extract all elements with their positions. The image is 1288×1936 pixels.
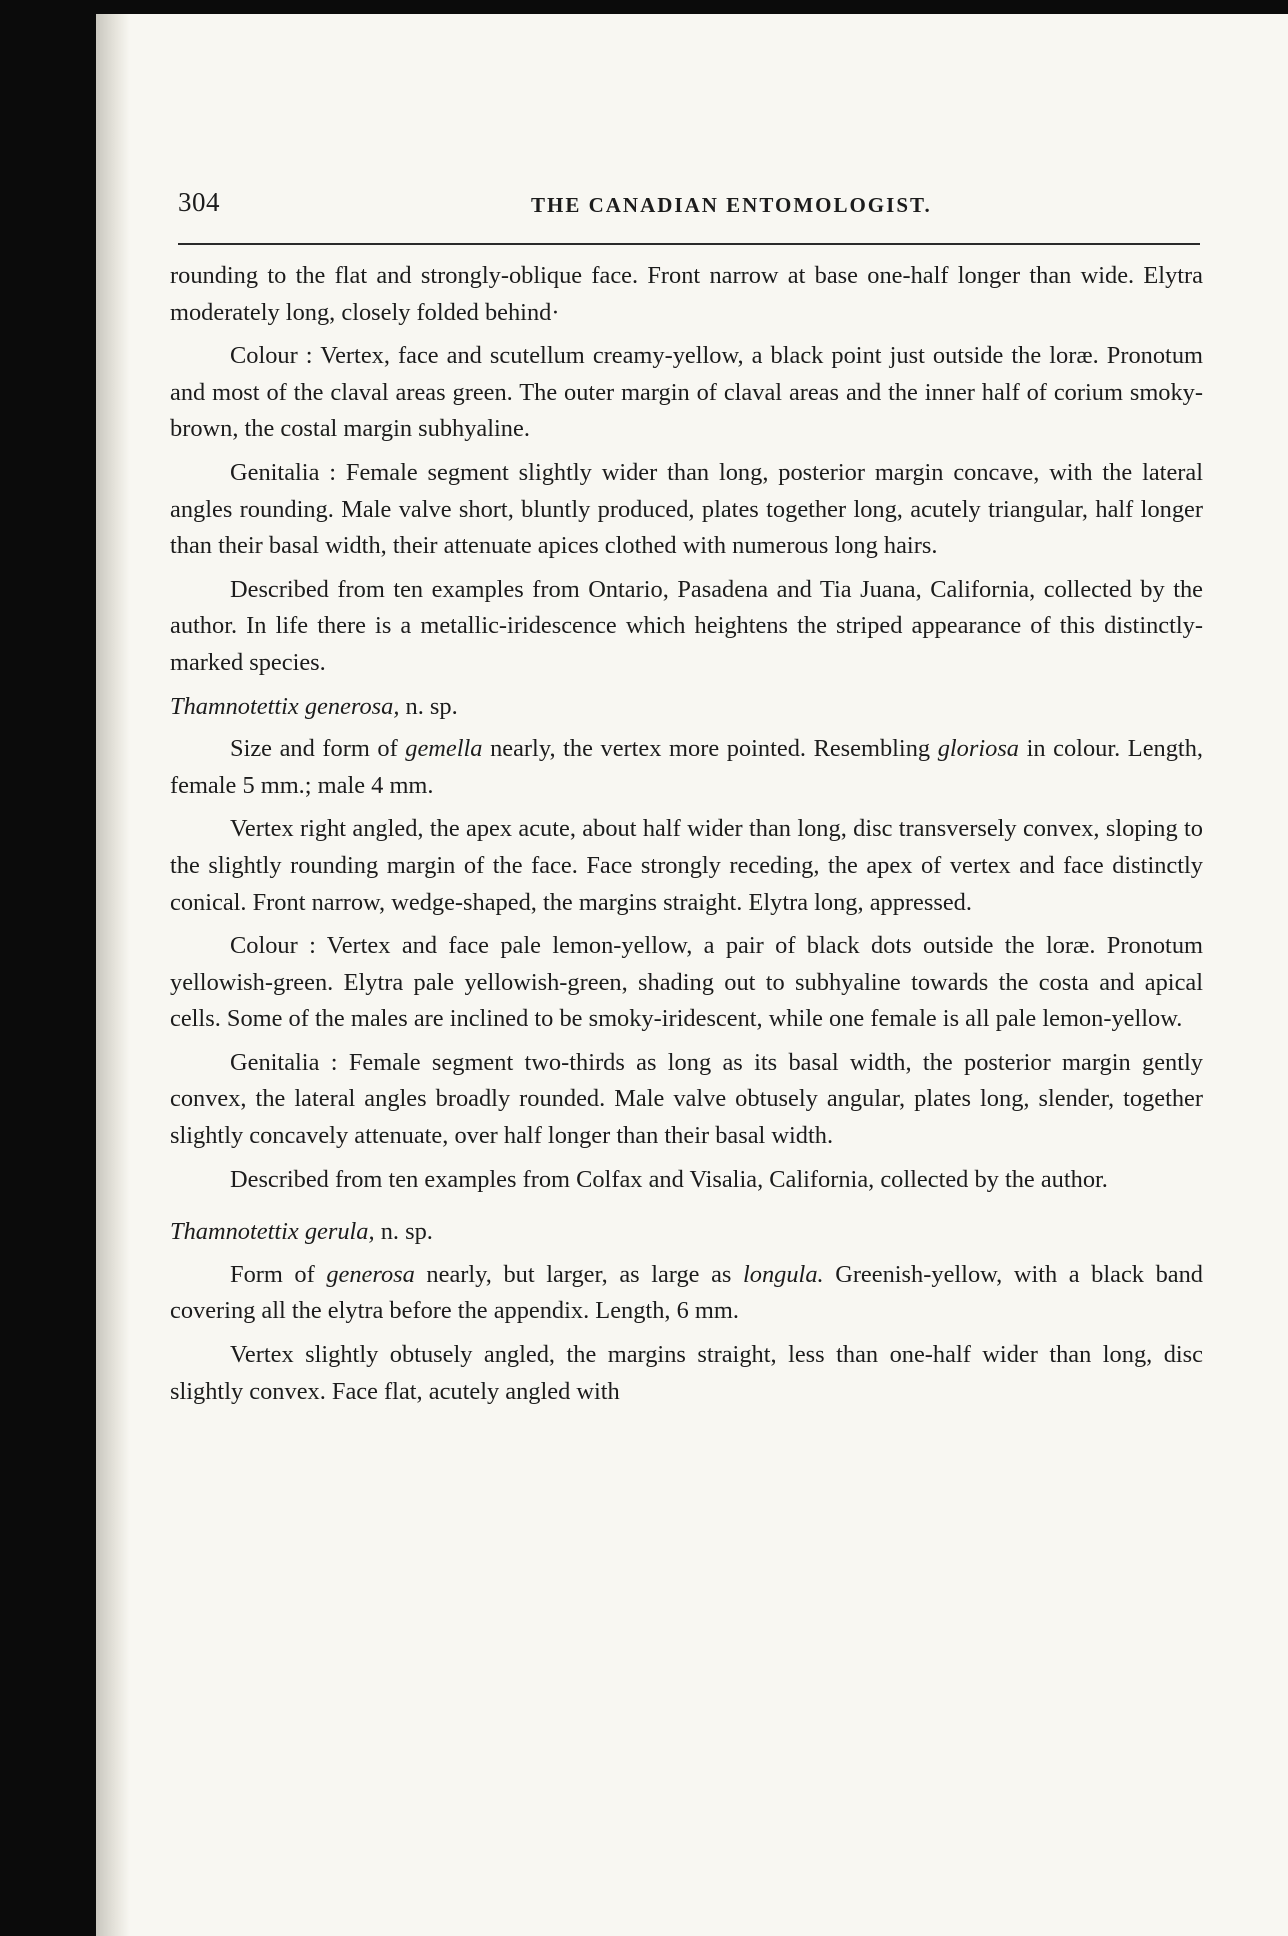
text-run: in colour. Length, female 5 mm.; male 4 mm. [170,735,1203,799]
paragraph: Described from ten examples from Ontario, Pasadena and Tia Juana, California, collected by the author. In life there is a metallic-iridescence which heightens the striped appearance of this distinctly-marked species. [170,575,1203,676]
text-run: Form of [230,1260,327,1288]
paragraph: Colour : Vertex, face and scutellum creamy-yellow, a black point just outside the loræ. Pronotum and most of the claval areas green. The outer margin of claval areas and the inner half of corium smoky-brown, the costal margin subhyaline. [170,342,1203,443]
paragraph [170,731,1203,804]
species-heading [170,689,1203,726]
paragraph [170,1257,1203,1330]
species-ref: gloriosa [937,735,1020,763]
header-rule [178,243,1200,245]
species-heading [170,1214,1203,1251]
page-header [178,175,1200,223]
paragraph: Described from ten examples from Colfax and Visalia, California, collected by the author. [230,1165,1108,1193]
paragraph: Genitalia : Female segment slightly wider than long, posterior margin concave, with the lateral angles rounding. Male valve short, bluntly produced, plates together long, acutely triangular, half longer than their basal width, their attenuate apices clothed with numerous long hairs. [170,458,1203,560]
text-run: Size and form of [230,735,406,763]
body-text [170,258,1203,1417]
species-suffix: n. sp. [374,1218,433,1246]
text-run: nearly, the vertex more pointed. Resembling [482,735,938,763]
species-ref: generosa [326,1260,415,1288]
page-gutter [96,14,130,1936]
paragraph: Vertex slightly obtusely angled, the margins straight, less than one-half wider than long, disc slightly convex. Face flat, acutely angled with [170,1341,1203,1405]
species-name: Thamnotettix generosa, [170,692,400,720]
species-suffix: n. sp. [399,692,458,720]
page-number: 304 [178,187,220,217]
species-name: Thamnotettix gerula, [170,1218,375,1246]
paragraph: Colour : Vertex and face pale lemon-yellow, a pair of black dots outside the loræ. Pronotum yellowish-green. Elytra pale yellowish-green, shading out to subhyaline towards the costa and apical cells. Some of the males are inclined to be smoky-iridescent, while one female is all pale lemon-yellow. [170,932,1203,1033]
paragraph: rounding to the flat and strongly-oblique face. Front narrow at base one-half longer than wide. Elytra moderately long, closely folded behind· [170,262,1203,326]
text-run: nearly, but larger, as large as [414,1260,743,1288]
paragraph: Vertex right angled, the apex acute, about half wider than long, disc transversely convex, sloping to the slightly rounding margin of the face. Face strongly receding, the apex of vertex and face distinctly conical. Front narrow, wedge-shaped, the margins straight. Elytra long, appressed. [170,815,1203,916]
running-title: THE CANADIAN ENTOMOLOGIST. [531,193,932,217]
text-run: Greenish-yellow, with a black band covering all the elytra before the appendix. Length, 6 mm. [170,1260,1203,1325]
paragraph: Genitalia : Female segment two-thirds as long as its basal width, the posterior margin gently convex, the lateral angles broadly rounded. Male valve obtusely angular, plates long, slender, together slightly concavely attenuate, over half longer than their basal width. [170,1048,1203,1150]
species-ref: gemella [405,735,483,763]
species-ref: longula. [742,1260,824,1288]
